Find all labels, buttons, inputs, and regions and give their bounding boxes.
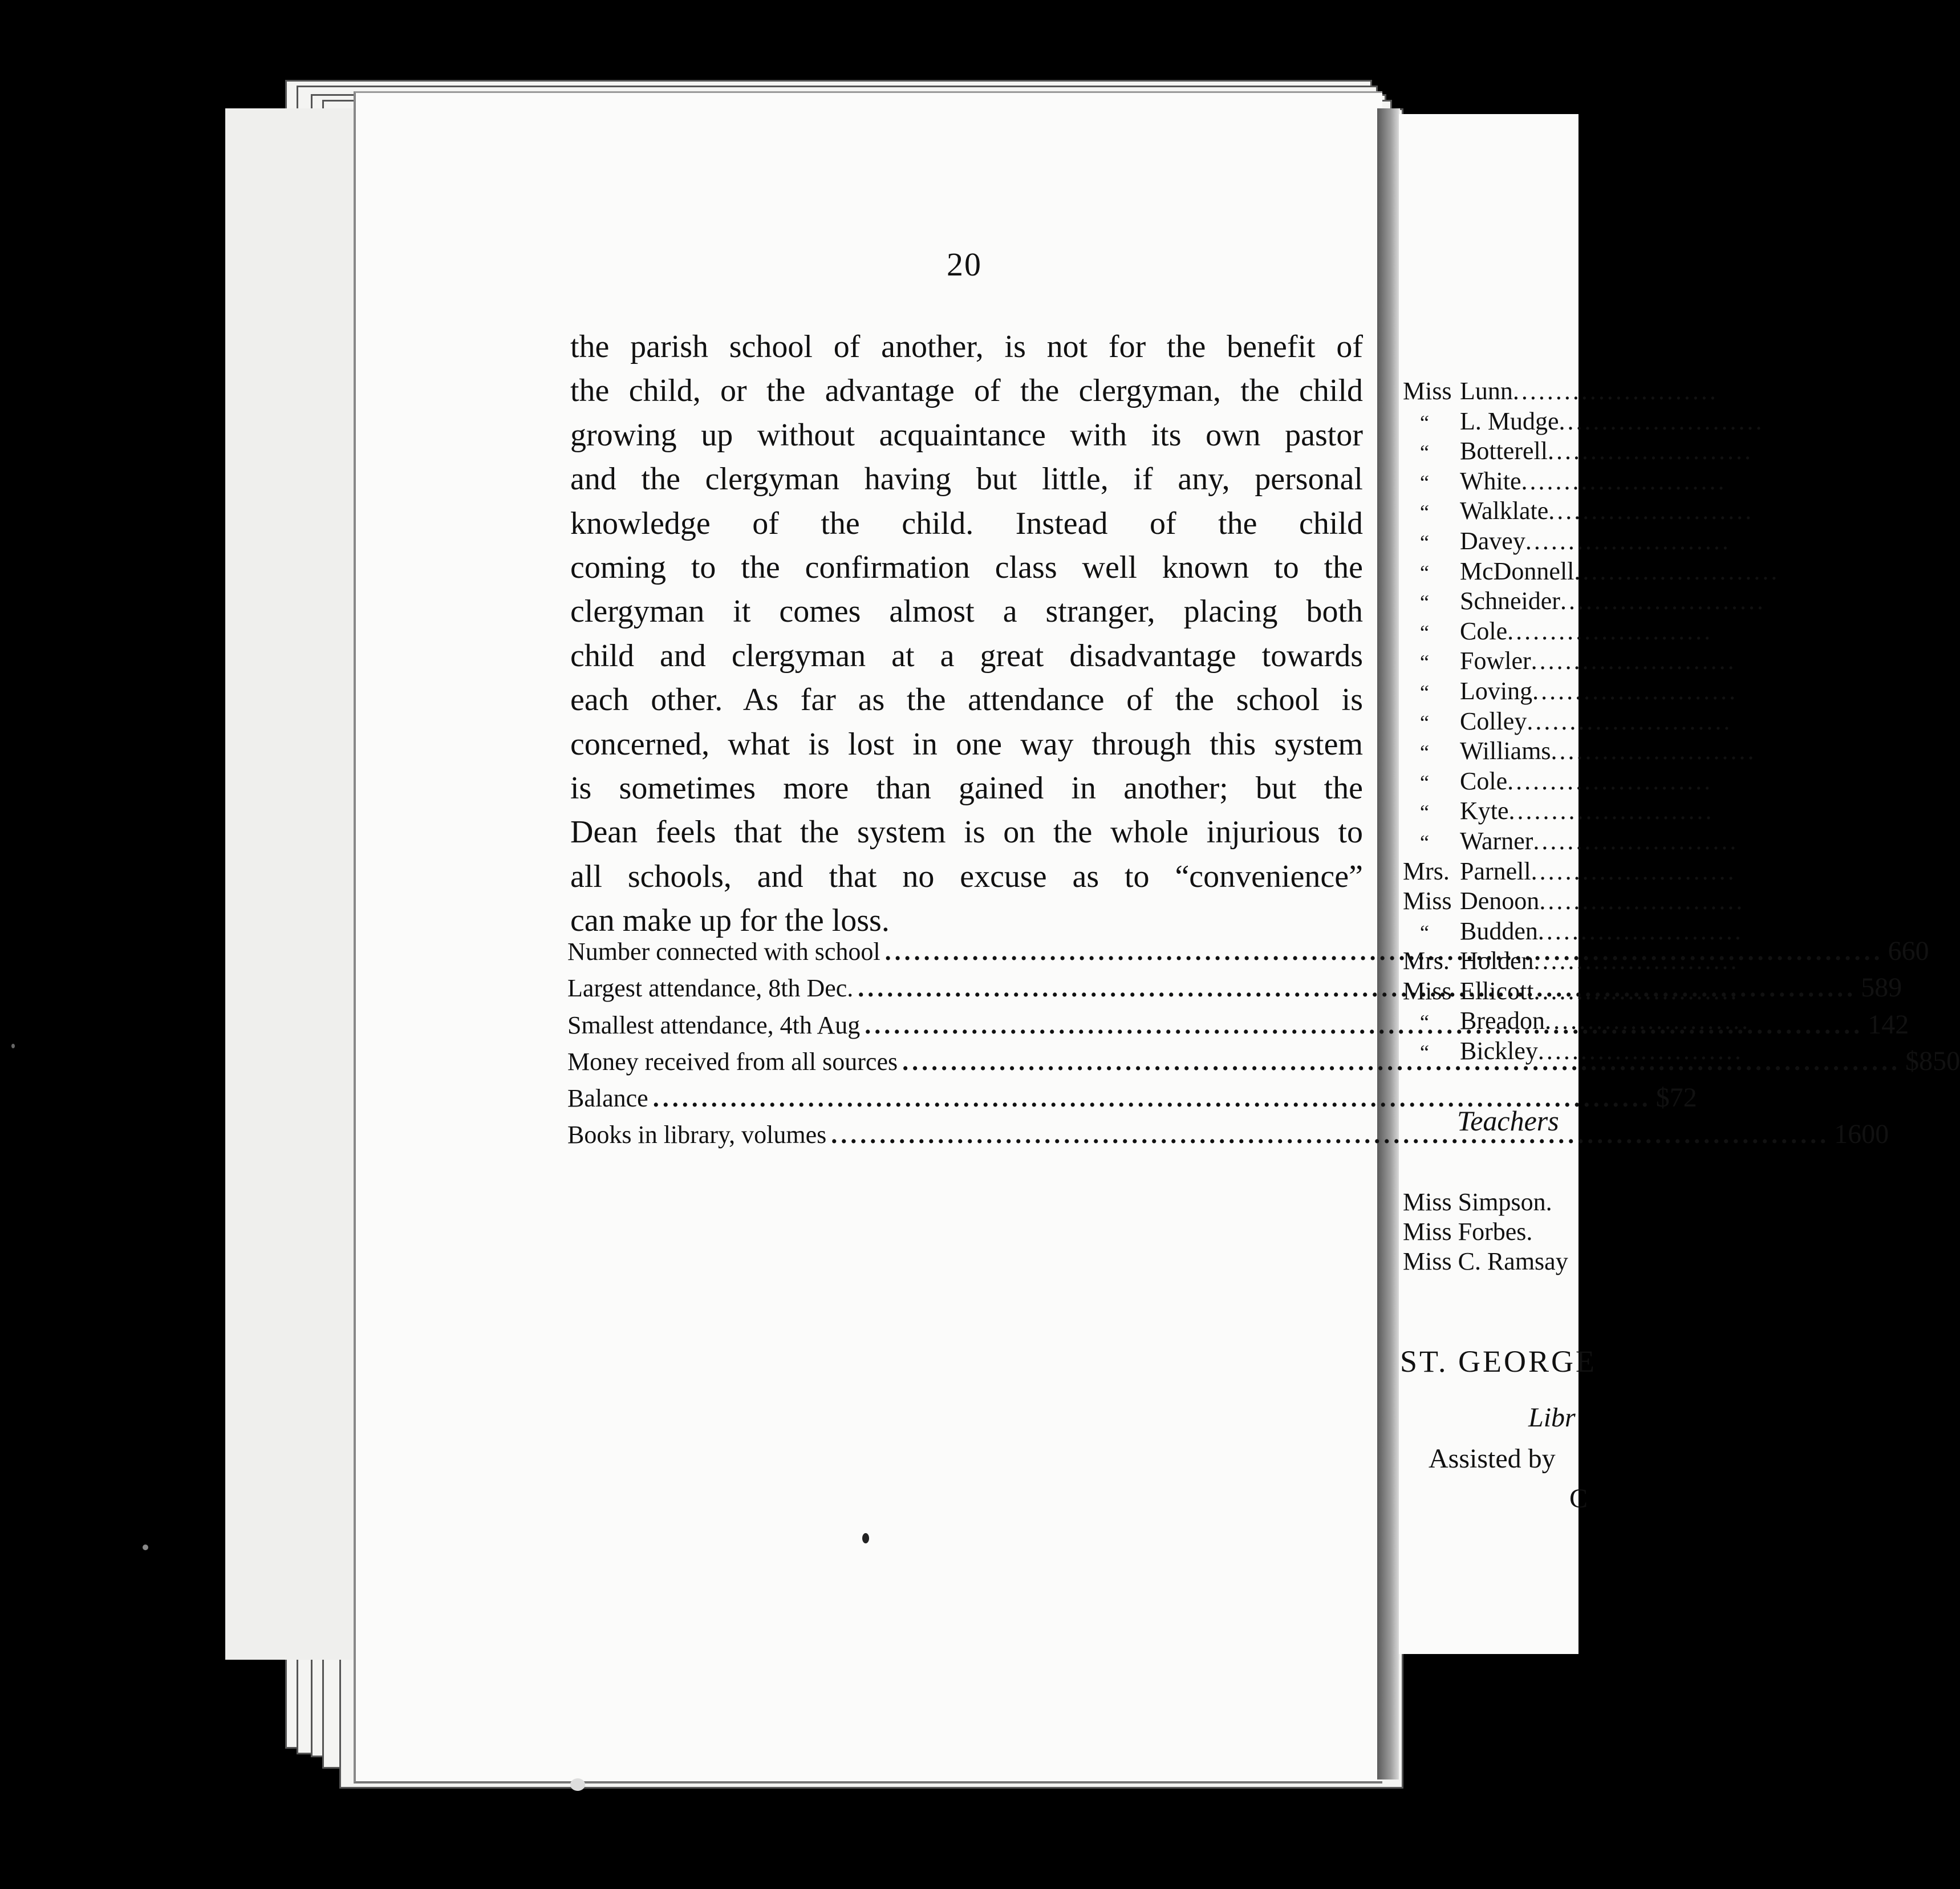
leader-dots <box>1513 376 1718 406</box>
teachers-list <box>1403 1187 1578 1276</box>
name-text: Colley <box>1460 707 1527 735</box>
leader-dots <box>1538 917 1743 946</box>
name-text: Cole <box>1460 617 1508 645</box>
stat-value: 142 <box>1868 1009 1909 1040</box>
leader-dots <box>1521 467 1727 496</box>
name-entry <box>1403 767 1578 797</box>
name-text: Walklate <box>1460 497 1549 525</box>
ditto-mark: “ <box>1420 501 1429 524</box>
ditto-mark: “ <box>1420 621 1429 644</box>
ditto-mark: “ <box>1420 921 1429 944</box>
leader-dots <box>1532 676 1738 706</box>
stat-value: 589 <box>1861 972 1902 1003</box>
ditto-mark: “ <box>1420 1011 1429 1034</box>
name-text: Parnell <box>1460 857 1531 885</box>
stat-label: Largest attendance, 8th Dec. <box>567 974 854 1003</box>
name-text: Ellicott <box>1460 976 1534 1005</box>
body-line: knowledge of the child. Instead of the child <box>570 505 1363 541</box>
name-entry <box>1403 676 1578 707</box>
stat-label: Number connected with school <box>567 938 880 966</box>
leader-dots <box>1560 586 1766 615</box>
name-text: Holden <box>1460 947 1534 975</box>
scan-speck <box>143 1545 148 1550</box>
ditto-mark: “ <box>1420 741 1429 764</box>
name-text: McDonnell <box>1460 557 1575 585</box>
name-title: Miss <box>1403 976 1452 1005</box>
ditto-mark: “ <box>1420 830 1429 854</box>
body-line: all schools, and that no excuse as to “convenience” <box>570 858 1363 894</box>
name-entry <box>1403 946 1578 976</box>
ditto-mark: “ <box>1420 801 1429 824</box>
name-entry <box>1403 826 1578 857</box>
leader-dots <box>898 1047 1905 1076</box>
body-line: and the clergyman having but little, if any, personal <box>570 461 1363 497</box>
ditto-mark: “ <box>1420 471 1429 494</box>
leader-dots <box>1559 407 1764 436</box>
body-line: each other. As far as the attendance of the school is <box>570 682 1363 718</box>
leader-dots <box>1548 496 1754 525</box>
stat-value: $850 <box>1905 1045 1960 1076</box>
name-text: Lunn <box>1460 377 1513 405</box>
name-text: Williams <box>1460 737 1551 765</box>
body-paragraph <box>570 325 1363 943</box>
name-text: L. Mudge <box>1460 407 1559 435</box>
stat-value: 660 <box>1888 936 1929 966</box>
assisted-fragment: Assisted by <box>1429 1444 1556 1474</box>
leader-dots <box>1531 857 1736 886</box>
name-entry <box>1403 976 1578 1007</box>
name-entry <box>1403 857 1578 887</box>
name-entry <box>1403 467 1578 497</box>
name-title: Mrs. <box>1403 857 1450 885</box>
stat-label: Balance <box>567 1084 648 1113</box>
teacher-entry: Miss C. Ramsay <box>1403 1247 1568 1275</box>
stat-value: $72 <box>1655 1083 1697 1113</box>
right-page-name-list <box>1403 376 1578 1067</box>
name-entry <box>1403 707 1578 737</box>
ditto-mark: “ <box>1420 441 1429 464</box>
leader-dots <box>1545 1006 1750 1035</box>
body-line: clergyman it comes almost a stranger, placing both <box>570 594 1363 630</box>
teacher-entry: Miss Forbes. <box>1403 1218 1533 1246</box>
ditto-mark: “ <box>1420 530 1429 554</box>
name-text: White <box>1460 467 1521 495</box>
ditto-mark: “ <box>1420 771 1429 794</box>
body-line: Dean feels that the system is on the whole injurious to <box>570 814 1363 850</box>
leader-dots <box>1548 436 1753 465</box>
teacher-entry: Miss Simpson. <box>1403 1188 1552 1216</box>
stat-label: Smallest attendance, 4th Aug <box>567 1011 861 1039</box>
name-text: Budden <box>1460 917 1538 945</box>
ditto-mark: “ <box>1420 1041 1429 1064</box>
body-line: child and clergyman at a great disadvantage towards <box>570 638 1363 674</box>
name-text: Kyte <box>1460 797 1509 825</box>
leader-dots <box>1507 767 1713 796</box>
name-entry <box>1403 436 1578 467</box>
body-line: coming to the confirmation class well known to the <box>570 550 1363 586</box>
name-entry <box>1403 736 1578 767</box>
name-text: Denoon <box>1460 887 1540 915</box>
stat-row <box>567 1082 1697 1118</box>
teachers-heading: Teachers <box>1457 1105 1559 1137</box>
name-text: Schneider <box>1460 587 1560 615</box>
leader-dots <box>1534 976 1739 1006</box>
name-text: Loving <box>1460 676 1533 705</box>
name-entry <box>1403 526 1578 557</box>
body-line: concerned, what is lost in one way through this system <box>570 726 1363 762</box>
name-title: Mrs. <box>1403 947 1450 975</box>
name-text: Warner <box>1460 826 1533 855</box>
name-entry <box>1403 407 1578 437</box>
name-entry <box>1403 376 1578 407</box>
body-line: is sometimes more than gained in another; but the <box>570 771 1363 806</box>
ditto-mark: “ <box>1420 561 1429 584</box>
name-entry <box>1403 617 1578 647</box>
section-heading: ST. GEORGE <box>1400 1344 1597 1379</box>
scan-speck <box>570 1778 585 1791</box>
page-number: 20 <box>947 246 982 283</box>
name-text: Bickley <box>1460 1037 1538 1065</box>
body-line: the parish school of another, is not for the benefit of <box>570 329 1363 364</box>
name-entry <box>1403 496 1578 526</box>
ditto-mark: “ <box>1420 411 1429 434</box>
leader-dots <box>1574 557 1779 586</box>
stat-value: 1600 <box>1834 1119 1889 1150</box>
leader-dots <box>1539 886 1744 915</box>
name-entry <box>1403 586 1578 617</box>
name-entry <box>1403 1006 1578 1036</box>
body-line: can make up for the loss. <box>570 903 890 939</box>
body-line: the child, or the advantage of the clergyman, the child <box>570 373 1363 409</box>
leader-dots <box>1507 617 1713 646</box>
ditto-mark: “ <box>1420 711 1429 734</box>
scan-speck <box>11 1044 15 1048</box>
name-entry <box>1403 886 1578 917</box>
body-line: growing up without acquaintance with its own pastor <box>570 417 1363 453</box>
name-text: Fowler <box>1460 647 1531 675</box>
librarian-fragment: Libr <box>1528 1402 1576 1433</box>
name-entry <box>1403 1036 1578 1067</box>
name-entry <box>1403 917 1578 947</box>
stat-label: Money received from all sources <box>567 1047 898 1076</box>
leader-dots <box>1509 796 1714 825</box>
leader-dots <box>1525 526 1731 556</box>
ditto-mark: “ <box>1420 680 1429 704</box>
leader-dots <box>1551 736 1756 765</box>
leader-dots <box>826 1120 1834 1149</box>
name-text: Cole <box>1460 767 1508 795</box>
name-text: Botterell <box>1460 437 1548 465</box>
partial-character: C <box>1569 1483 1588 1514</box>
leader-dots <box>1533 826 1738 856</box>
ditto-mark: “ <box>1420 651 1429 674</box>
name-entry <box>1403 557 1578 587</box>
name-title: Miss <box>1403 377 1452 405</box>
leader-dots <box>1534 946 1739 975</box>
leader-dots <box>1527 707 1732 736</box>
name-entry <box>1403 646 1578 676</box>
name-text: Davey <box>1460 526 1525 555</box>
name-title: Miss <box>1403 887 1452 915</box>
name-entry <box>1403 796 1578 826</box>
stat-label: Books in library, volumes <box>567 1121 827 1149</box>
ditto-mark: “ <box>1420 591 1429 614</box>
leader-dots <box>1531 646 1736 675</box>
leader-dots <box>1538 1036 1743 1065</box>
name-text: Breadon <box>1460 1007 1545 1035</box>
scan-speck <box>862 1533 869 1543</box>
